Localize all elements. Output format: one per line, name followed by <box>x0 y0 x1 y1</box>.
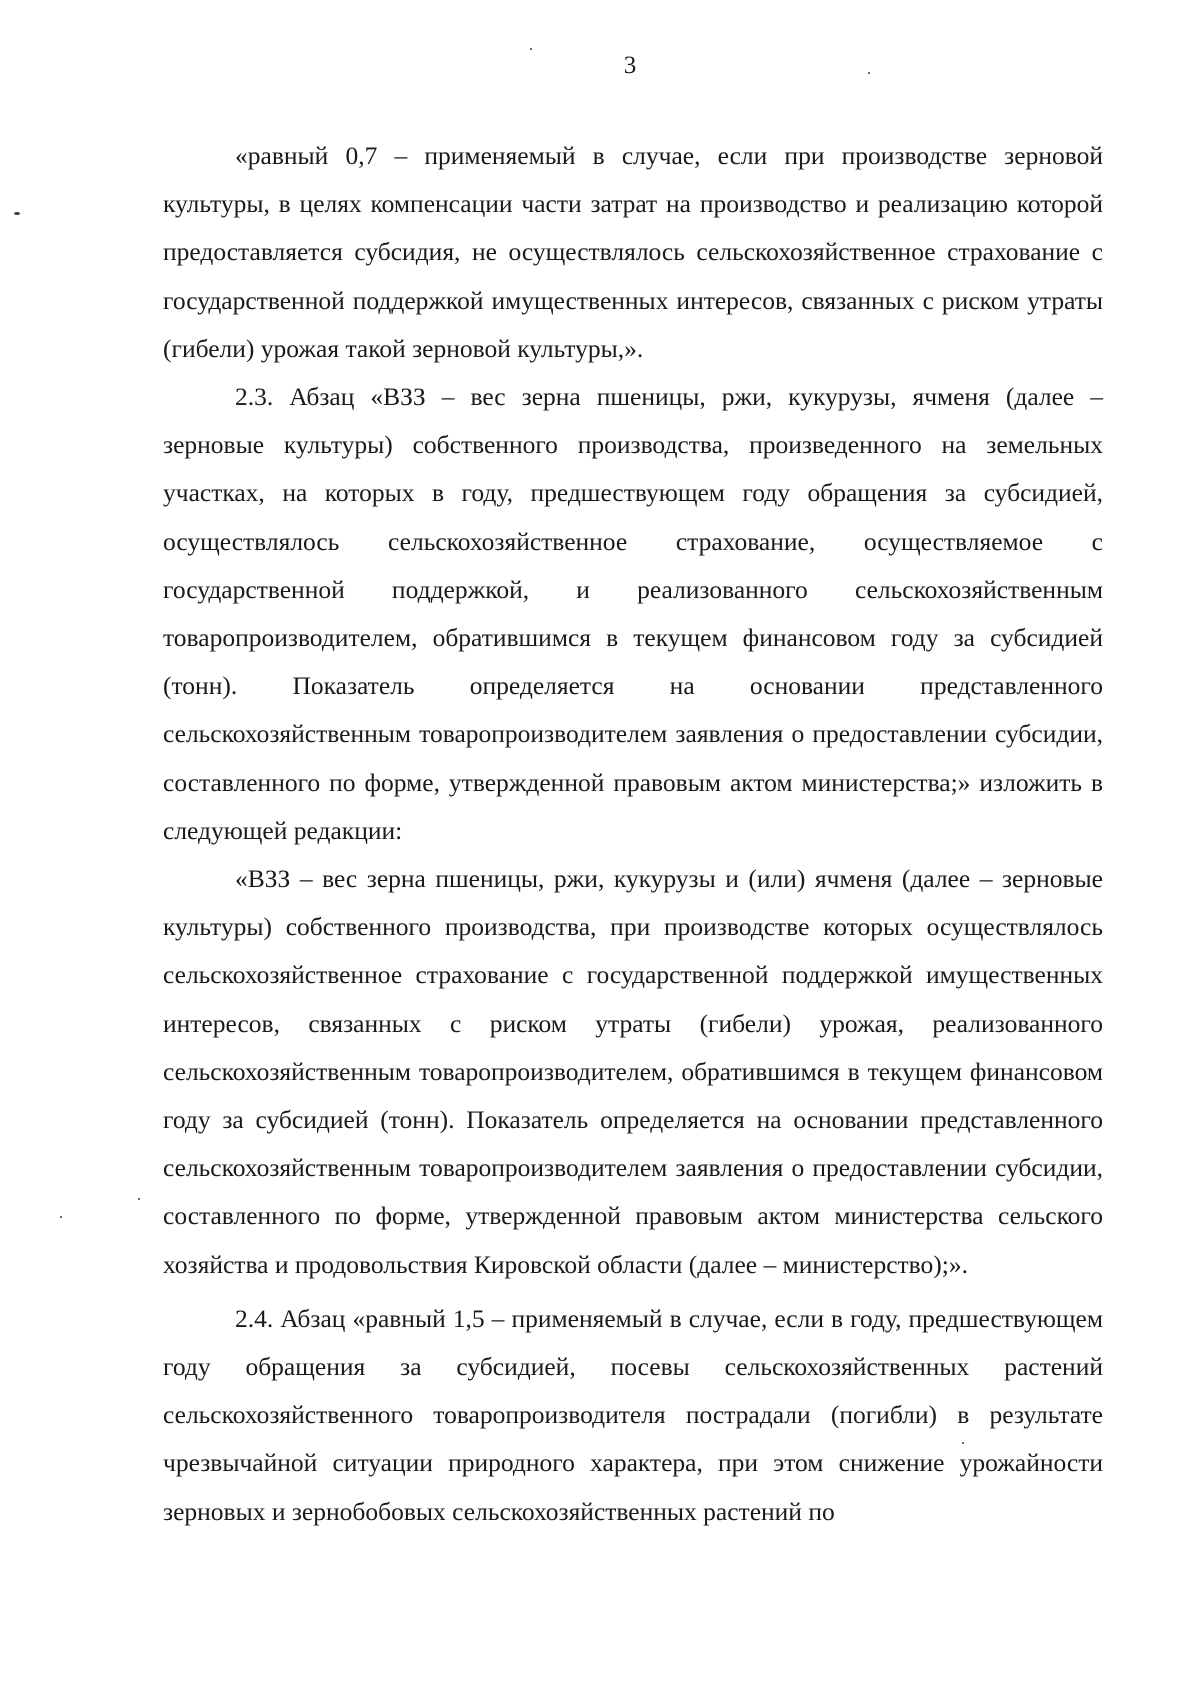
page-number: 3 <box>623 52 637 79</box>
document-body <box>163 132 1103 1536</box>
scan-speck <box>138 1198 140 1200</box>
scan-speck <box>530 48 532 50</box>
scan-speck <box>962 1442 964 1444</box>
scan-speck <box>60 1216 62 1218</box>
paragraph-2-4: 2.4. Абзац «равный 1,5 – применяемый в случае, если в году, предшествующем году обращения за субсидией, посевы сельскохозяйственных растений сельскохозяйственного товаропроизводителя пострадали (погибли) в результате чрезвычайной ситуации природного характера, при этом снижение урожайности зерновых и зернобобовых сельскохозяйственных растений по <box>163 1303 1103 1526</box>
paragraph-2-3: 2.3. Абзац «ВЗЗ – вес зерна пшеницы, ржи, кукурузы, ячменя (далее – зерновые культуры) собственного производства, произведенного на земельных участках, на которых в году, предшествующем году обращения за субсидией, осуществлялось сельскохозяйственное страхование, осуществляемое с государственной поддержкой, и реализованного сельскохозяйственным товаропроизводителем, обратившимся в текущем финансовом году за субсидией (тонн). Показатель определяется на основании представленного сельскохозяйственным товаропроизводителем заявления о предоставлении субсидии, составленного по форме, утвержденной правовым актом министерства;» изложить в следующей редакции: <box>163 382 1103 845</box>
scan-speck <box>14 212 20 215</box>
scan-speck <box>868 72 870 74</box>
paragraph-coefficient-0-7: «равный 0,7 – применяемый в случае, если при производстве зерновой культуры, в целях компенсации части затрат на производство и реализацию которой предоставляется субсидия, не осуществлялось сельскохозяйственное страхование с государственной поддержкой имущественных интересов, связанных с риском утраты (гибели) урожая такой зерновой культуры,». <box>163 141 1103 363</box>
paragraph-vzz-new-wording: «ВЗЗ – вес зерна пшеницы, ржи, кукурузы и (или) ячменя (далее – зерновые культуры) собственного производства, при производстве которых осуществлялось сельскохозяйственное страхование с государственной поддержкой имущественных интересов, связанных с риском утраты (гибели) урожая, реализованного сельскохозяйственным товаропроизводителем, обратившимся в текущем финансовом году за субсидией (тонн). Показатель определяется на основании представленного сельскохозяйственным товаропроизводителем заявления о предоставлении субсидии, составленного по форме, утвержденной правовым актом министерства сельского хозяйства и продовольствия Кировской области (далее – министерство);». <box>163 864 1103 1279</box>
